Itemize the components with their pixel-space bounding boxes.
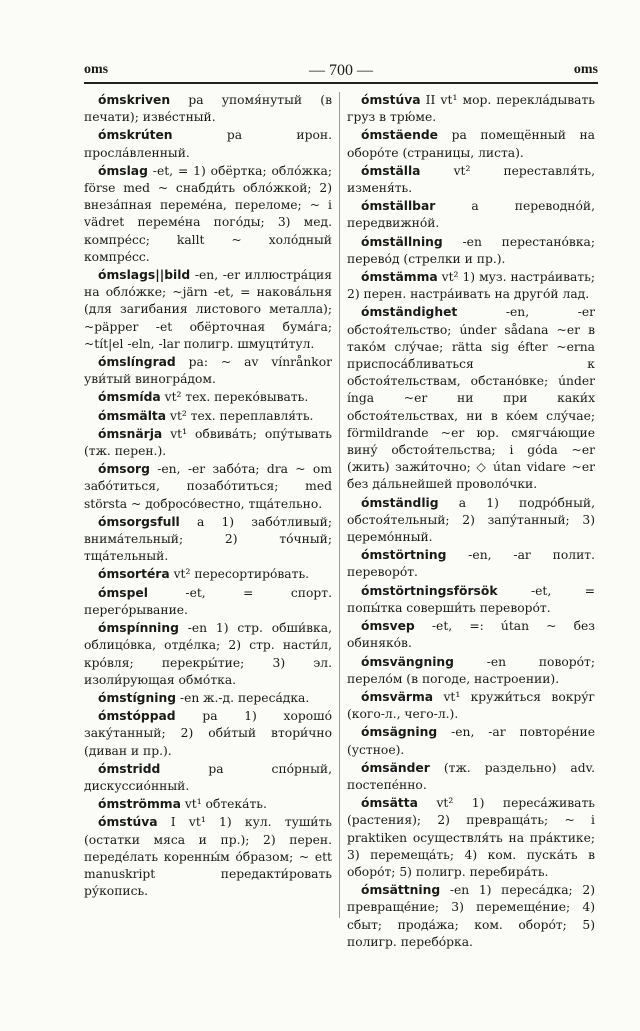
entry-definition: vt² переставля́ть, изменя́ть.	[347, 163, 595, 196]
entry-headword: ómsnärja	[98, 426, 163, 441]
entry-headword: ómständlig	[361, 495, 439, 510]
entry-headword: ómstäende	[361, 128, 438, 143]
entry-definition: a 1) забо́тливый; внима́тельный; 2) то́чный; тща́тельный.	[84, 514, 332, 564]
entry-definition: -et, = попы́тка соверши́ть переворо́т.	[347, 583, 595, 615]
entry-headword: ómsätta	[361, 796, 418, 811]
entry-headword: ómsvärma	[361, 689, 434, 704]
entry-definition: -et, = спорт. перего́рывание.	[84, 585, 332, 617]
dictionary-entry	[84, 426, 332, 460]
entry-headword: ómskrúten	[98, 128, 173, 143]
dictionary-entry	[347, 92, 595, 126]
entry-headword: ómslag	[98, 163, 148, 178]
dictionary-entry	[347, 234, 595, 268]
right-column	[347, 92, 595, 952]
dictionary-entry	[347, 760, 595, 794]
entry-headword: ómstridd	[98, 761, 161, 776]
entry-headword: ómskriven	[98, 93, 171, 107]
entry-definition: vt² тех. перекóвывать.	[160, 390, 309, 405]
dictionary-entry	[347, 583, 595, 617]
entry-headword: ómsorgsfull	[98, 514, 180, 529]
entry-definition: -en, -ar повторе́ние (устное).	[347, 725, 595, 757]
dictionary-entry	[84, 620, 332, 689]
entry-headword: ómslags||bild	[98, 268, 191, 283]
entry-definition: -en, -er обстоя́тельство; únder sådana ~er в тако́м слу́чае; rätta sig éfter ~erna приспоса́бливаться к обстоя́тельствам, обстано́вке; únder ínga ~er ни при каки́х обстоя́тельствах, ни в ко́ем слу́чае; förmildrande ~er юр. смягча́ющие вину́ обстоя́тельства; i góda ~er (жить) зажи́точно; ◇ útan vidare ~er без да́льнейшей проволо́чки.	[347, 305, 595, 492]
dictionary-entry	[347, 724, 595, 758]
dictionary-entry	[84, 585, 332, 619]
dictionary-entry	[84, 408, 332, 425]
entry-definition: -en поворо́т; перело́м (в погоде, настроении).	[347, 654, 595, 686]
entry-headword: ómställa	[361, 163, 421, 178]
entry-definition: vt² пересортиро́вать.	[169, 567, 310, 582]
dictionary-entry	[347, 795, 595, 881]
entry-definition: vt¹ обвива́ть; опу́тывать (тж. перен.).	[84, 426, 332, 459]
entry-definition: pa упомя́нутый (в печати); изве́стный.	[84, 93, 332, 125]
column-divider	[339, 92, 340, 918]
entry-definition: vt² тех. переплавля́ть.	[166, 408, 314, 423]
entry-definition: a переводно́й, передвижно́й.	[347, 199, 595, 231]
entry-headword: ómsägning	[361, 725, 438, 740]
entry-definition: II vt¹ мор. перекла́дывать груз в трю́ме.	[347, 93, 595, 125]
entry-headword: ómspel	[98, 585, 148, 600]
entry-headword: ómsmälta	[98, 408, 167, 423]
entry-definition: pa 1) хорошо́ заку́танный; 2) оби́тый втори́чно (диван и пр.).	[84, 709, 332, 758]
entry-headword: ómständighet	[361, 305, 458, 320]
entry-headword: ómställbar	[361, 199, 436, 214]
entry-headword: ómsänder	[361, 760, 430, 775]
dictionary-entry	[84, 354, 332, 388]
page-number: — 700 —	[309, 62, 373, 79]
dictionary-entry	[347, 198, 595, 232]
entry-definition: -en, -er иллюстра́ция на обло́жке; ~järn -et, = накова́льня (для загибания листового металла); ~päpper -et обёрточная бума́га; ~tít|el -eln, -lar полигр. шмуцти́тул.	[84, 268, 332, 351]
dictionary-entry	[347, 269, 595, 303]
entry-headword: ómstúva	[98, 815, 158, 830]
entry-headword: ómsvängning	[361, 654, 454, 669]
entry-definition: a 1) подро́бный, обстоя́тельный; 2) запу́танный; 3) церемо́нный.	[347, 495, 595, 545]
entry-headword: ómsättning	[361, 883, 441, 898]
entry-definition: -et, =: útan ~ без обиняко́в.	[347, 619, 595, 651]
dictionary-entry	[84, 514, 332, 566]
entry-definition: -en 1) переса́дка; 2) превраще́ние; 3) перемеще́ние; 4) сбыт; прода́жа; ком. оборо́т; 5) полигр. перебо́рка.	[347, 883, 595, 949]
page-header	[84, 62, 598, 82]
dictionary-entry	[84, 814, 332, 900]
dictionary-entry	[347, 882, 595, 951]
dictionary-entry	[84, 708, 332, 760]
dictionary-entry	[347, 495, 595, 547]
entry-definition: (тж. раздельно) adv. постепе́нно.	[347, 760, 595, 792]
entry-definition: -en 1) стр. обши́вка, облицо́вка, отде́лка; 2) стр. насти́л, кро́вля; перекры́тие; 3) эл. изоли́рующая обмо́тка.	[84, 621, 332, 687]
entry-definition: vt¹ обтека́ть.	[180, 797, 267, 812]
entry-definition: I vt¹ 1) кул. туши́ть (остатки мяса и пр.); 2) перен. переде́лать коренны́м о́бразом; ~ ett manuskript передакти́ровать ру́копись.	[84, 815, 332, 899]
dictionary-entry	[84, 92, 332, 126]
dictionary-entry	[84, 796, 332, 813]
entry-headword: ómstóppad	[98, 709, 176, 724]
entry-definition: pa помещённый на оборо́те (страницы, листа).	[347, 128, 595, 160]
dictionary-entry	[347, 689, 595, 723]
dictionary-entry	[347, 547, 595, 581]
entry-definition: -en перестано́вка; перево́д (стрелки и пр.).	[347, 234, 595, 266]
header-right-guide-word: oms	[573, 62, 598, 77]
entry-definition: -en, -ar полит. переворо́т.	[347, 548, 595, 580]
dictionary-entry	[84, 461, 332, 513]
dictionary-entry	[84, 566, 332, 583]
dictionary-entry	[347, 304, 595, 493]
entry-headword: ómsmída	[98, 390, 161, 405]
entry-headword: ómströmma	[98, 797, 181, 812]
entry-definition: -en, -er забо́та; dra ~ om забо́титься, позабо́титься; med största ~ добросо́вестно, тща́тельно.	[84, 462, 332, 511]
entry-headword: ómsorg	[98, 462, 150, 477]
entry-headword: ómslíngrad	[98, 355, 176, 370]
dictionary-entry	[84, 761, 332, 795]
dictionary-entry	[347, 618, 595, 652]
entry-headword: ómsortéra	[98, 567, 170, 582]
entry-headword: ómstämma	[361, 270, 438, 285]
entry-definition: pa: ~ av vínrånkor уви́тый виногра́дом.	[84, 355, 332, 387]
dictionary-entry	[347, 654, 595, 688]
dictionary-entry	[84, 163, 332, 266]
entry-headword: ómställning	[361, 234, 443, 249]
entry-headword: ómstígning	[98, 690, 177, 705]
entry-headword: ómspínning	[98, 621, 179, 636]
dictionary-entry	[347, 127, 595, 161]
entry-definition: -en ж.-д. переса́дка.	[176, 690, 310, 705]
entry-headword: ómsvep	[361, 619, 415, 634]
dictionary-entry	[347, 163, 595, 197]
entry-headword: ómstörtningsförsök	[361, 583, 498, 598]
header-left-guide-word: oms	[84, 62, 109, 77]
dictionary-entry	[84, 690, 332, 707]
entry-definition: vt² 1) переса́живать (растения); 2) превраща́ть; ~ i praktiken осуществля́ть на пра́ктике; 3) перемеща́ть; 4) ком. пуска́ть в оборо́т; 5) полигр. перебира́ть.	[347, 796, 595, 879]
entry-headword: ómstörtning	[361, 548, 447, 563]
header-rule	[84, 82, 598, 84]
dictionary-entry	[84, 127, 332, 161]
entry-definition: pa ирон. просла́вленный.	[84, 128, 332, 160]
entry-definition: -et, = 1) обёртка; обло́жка; förse med ~ снабди́ть обло́жкой; 2) внеза́пная переме́на, переломе; ~ i vädret переме́на пого́ды; 3) мед. компре́сс; kallt ~ холо́дный компре́сс.	[84, 163, 332, 264]
entry-headword: ómstúva	[361, 93, 421, 107]
entry-definition: pa спо́рный, дискуссио́нный.	[84, 761, 332, 793]
dictionary-entry	[84, 267, 332, 353]
entry-definition: vt¹ кружи́ться вокру́г (кого-л., чего-л.).	[347, 689, 595, 722]
left-column	[84, 92, 332, 901]
dictionary-entry	[84, 389, 332, 406]
entry-definition: vt² 1) муз. настра́ивать; 2) перен. настра́ивать на друго́й лад.	[347, 270, 595, 302]
